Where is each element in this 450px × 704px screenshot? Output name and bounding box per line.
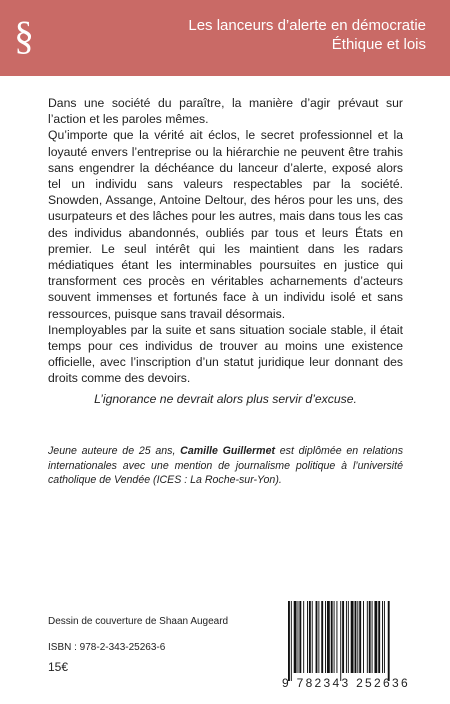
barcode-bar — [334, 601, 335, 673]
barcode-bar — [299, 601, 301, 673]
series-title-line-2: Éthique et lois — [331, 36, 426, 53]
barcode-bar — [378, 601, 380, 673]
barcode-number: 9 782343 252636 — [282, 676, 410, 690]
barcode-bar — [327, 601, 330, 673]
barcode-bar — [348, 601, 349, 673]
section-sign-logo: § — [14, 13, 34, 58]
author-bio — [48, 444, 403, 488]
barcode-bar — [318, 601, 319, 673]
barcode-bar — [388, 601, 390, 681]
barcode-bar — [298, 601, 299, 673]
barcode-bar — [363, 601, 364, 673]
barcode-bar — [367, 601, 368, 673]
barcode-bar — [342, 601, 344, 673]
barcode-icon — [284, 601, 424, 685]
barcode-bar — [325, 601, 326, 673]
barcode-bar — [384, 601, 385, 673]
barcode-bar — [321, 601, 323, 673]
series-title-line-1: Les lanceurs d’alerte en démocratie — [188, 17, 426, 34]
blurb-paragraph-1: Dans une société du paraître, la manière d’agir prévaut sur l’action et les paroles mêmes. — [48, 96, 403, 127]
header-band — [0, 0, 450, 76]
barcode-bar — [312, 601, 313, 673]
barcode-bar — [359, 601, 361, 673]
barcode-bar — [374, 601, 377, 673]
barcode-bar — [309, 601, 311, 673]
barcode-bar — [331, 601, 333, 673]
price-text: 15€ — [48, 660, 69, 674]
author-bio-rest: est diplômée en relations internationales avec une mention de journalisme politique à l’université catholique de Vendée (ICES : La Roche-sur-Yon). — [48, 445, 403, 486]
cover-credit: Dessin de couverture de Shaan Augeard — [48, 616, 229, 627]
barcode-bar — [372, 601, 373, 673]
barcode-bar — [346, 601, 347, 673]
barcode-bar — [355, 601, 357, 673]
barcode-bar — [382, 601, 383, 673]
isbn-text: ISBN : 978-2-343-25263-6 — [48, 642, 166, 653]
barcode-bar — [307, 601, 308, 673]
series-title — [188, 16, 426, 54]
epigraph: L’ignorance ne devrait alors plus servir d’excuse. — [94, 392, 357, 406]
barcode-bar — [351, 601, 354, 673]
blurb-paragraph-2: Qu’importe que la vérité ait éclos, le secret professionnel et la loyauté envers l’entreprise ou la hiérarchie ne peuvent être trahis sans engendrer la déchéance du lanceur d’alerte, exposé alors tel un individu sans valeurs respectables par la société. Snowden, Assange, Antoine Deltour, des héros pour les uns, des usurpateurs et des lâches pour les autres, mais dans tous les cas des individus abandonnés, oubliés par tous et leurs États en premier. Le seul intérêt qui les maintient dans les radars médiatiques étant les interminables poursuites en justice qui transforment ces procès en véritables acharnements d’acteurs souvent immenses et fortunés face à un individu isolé et sans ressources, puisque sans travail désormais. — [48, 128, 403, 321]
barcode-bar — [316, 601, 318, 673]
author-bio-intro: Jeune auteure de 25 ans, — [48, 445, 181, 457]
blurb-paragraph-3: Inemployables par la suite et sans situation sociale stable, il était temps pour ces individus de trouver au moins une existence officielle, avec l’inscription d’un statut juridique leur donnant des droits comme des devoirs. — [48, 322, 403, 386]
barcode-bar — [340, 601, 341, 681]
barcode-bar — [303, 601, 304, 673]
barcode-bar — [357, 601, 358, 673]
barcode-bar — [294, 601, 297, 673]
author-name: Camille Guillermet — [180, 445, 276, 457]
barcode-bar — [288, 601, 290, 681]
barcode-bar — [291, 601, 292, 681]
barcode-bar — [369, 601, 371, 673]
back-cover-blurb — [48, 95, 403, 387]
barcode-bar — [336, 601, 337, 673]
